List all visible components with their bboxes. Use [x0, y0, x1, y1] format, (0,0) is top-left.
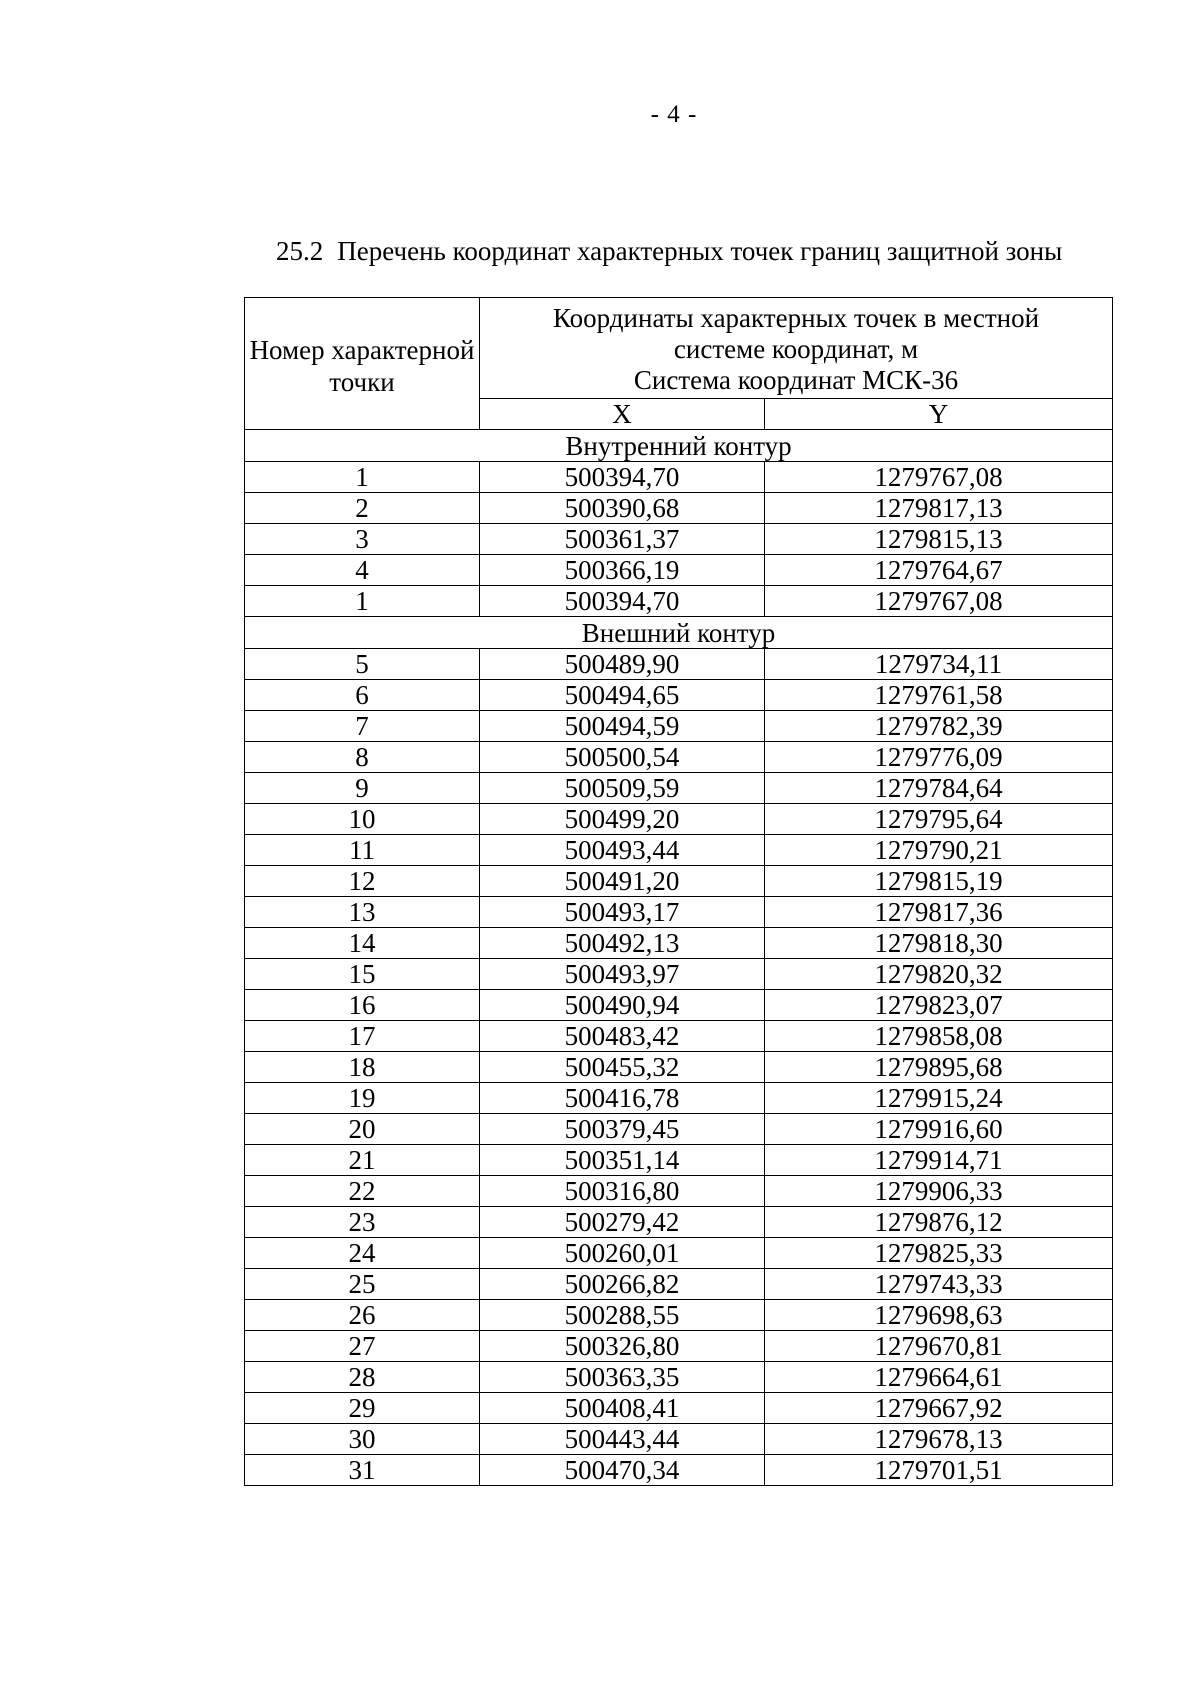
- point-number-cell: 28: [245, 1362, 480, 1393]
- point-number-cell: 24: [245, 1238, 480, 1269]
- y-coordinate-cell: 1279823,07: [765, 990, 1113, 1021]
- table-row: [245, 1300, 1113, 1331]
- table-row: [245, 835, 1113, 866]
- x-coordinate-cell: 500492,13: [480, 928, 765, 959]
- point-number-cell: 14: [245, 928, 480, 959]
- section-row: [245, 430, 1113, 462]
- table-row: [245, 928, 1113, 959]
- y-coordinate-cell: 1279825,33: [765, 1238, 1113, 1269]
- x-coordinate-cell: 500279,42: [480, 1207, 765, 1238]
- table-row: [245, 773, 1113, 804]
- x-coordinate-cell: 500416,78: [480, 1083, 765, 1114]
- table-body: [245, 430, 1113, 1486]
- point-number-cell: 22: [245, 1176, 480, 1207]
- table-row: [245, 1052, 1113, 1083]
- table-row: [245, 649, 1113, 680]
- y-coordinate-cell: 1279761,58: [765, 680, 1113, 711]
- point-number-cell: 25: [245, 1269, 480, 1300]
- x-coordinate-cell: 500361,37: [480, 524, 765, 555]
- x-coordinate-cell: 500260,01: [480, 1238, 765, 1269]
- table-row: [245, 1393, 1113, 1424]
- table-row: [245, 1021, 1113, 1052]
- table-row: [245, 1424, 1113, 1455]
- x-coordinate-cell: 500443,44: [480, 1424, 765, 1455]
- point-number-cell: 10: [245, 804, 480, 835]
- x-coordinate-cell: 500499,20: [480, 804, 765, 835]
- point-number-cell: 21: [245, 1145, 480, 1176]
- x-coordinate-cell: 500509,59: [480, 773, 765, 804]
- table-row: [245, 524, 1113, 555]
- table-row: [245, 866, 1113, 897]
- table-row: [245, 990, 1113, 1021]
- y-coordinate-cell: 1279914,71: [765, 1145, 1113, 1176]
- x-coordinate-cell: 500494,65: [480, 680, 765, 711]
- point-number-cell: 12: [245, 866, 480, 897]
- x-coordinate-cell: 500455,32: [480, 1052, 765, 1083]
- y-coordinate-cell: 1279817,13: [765, 493, 1113, 524]
- header-coordinates-line3: Система координат МСК-36: [633, 364, 959, 395]
- y-coordinate-cell: 1279664,61: [765, 1362, 1113, 1393]
- y-coordinate-cell: 1279815,13: [765, 524, 1113, 555]
- table-header: [245, 298, 1113, 430]
- x-coordinate-cell: 500491,20: [480, 866, 765, 897]
- x-coordinate-cell: 500394,70: [480, 462, 765, 493]
- y-coordinate-cell: 1279767,08: [765, 586, 1113, 617]
- y-coordinate-cell: 1279667,92: [765, 1393, 1113, 1424]
- section-title: Перечень координат характерных точек границ защитной зоны: [337, 236, 1063, 266]
- point-number-cell: 5: [245, 649, 480, 680]
- table-row: [245, 1331, 1113, 1362]
- point-number-cell: 11: [245, 835, 480, 866]
- x-coordinate-cell: 500483,42: [480, 1021, 765, 1052]
- y-coordinate-cell: 1279784,64: [765, 773, 1113, 804]
- x-coordinate-cell: 500493,17: [480, 897, 765, 928]
- table-row: [245, 1114, 1113, 1145]
- table-row: [245, 897, 1113, 928]
- header-y: Y: [765, 399, 1113, 430]
- table-row: [245, 1269, 1113, 1300]
- point-number-cell: 19: [245, 1083, 480, 1114]
- x-coordinate-cell: 500470,34: [480, 1455, 765, 1486]
- x-coordinate-cell: 500288,55: [480, 1300, 765, 1331]
- table-row: [245, 1207, 1113, 1238]
- section-title-cell: Внутренний контур: [245, 430, 1113, 462]
- x-coordinate-cell: 500489,90: [480, 649, 765, 680]
- x-coordinate-cell: 500394,70: [480, 586, 765, 617]
- y-coordinate-cell: 1279817,36: [765, 897, 1113, 928]
- x-coordinate-cell: 500493,44: [480, 835, 765, 866]
- y-coordinate-cell: 1279790,21: [765, 835, 1113, 866]
- coordinates-table: [244, 297, 1113, 1486]
- y-coordinate-cell: 1279670,81: [765, 1331, 1113, 1362]
- point-number-cell: 6: [245, 680, 480, 711]
- y-coordinate-cell: 1279678,13: [765, 1424, 1113, 1455]
- y-coordinate-cell: 1279764,67: [765, 555, 1113, 586]
- table-row: [245, 493, 1113, 524]
- y-coordinate-cell: 1279767,08: [765, 462, 1113, 493]
- table-row: [245, 1238, 1113, 1269]
- table-row: [245, 1083, 1113, 1114]
- section-heading: [276, 234, 1062, 268]
- y-coordinate-cell: 1279858,08: [765, 1021, 1113, 1052]
- x-coordinate-cell: 500494,59: [480, 711, 765, 742]
- x-coordinate-cell: 500351,14: [480, 1145, 765, 1176]
- y-coordinate-cell: 1279698,63: [765, 1300, 1113, 1331]
- table-row: [245, 586, 1113, 617]
- table-row: [245, 680, 1113, 711]
- point-number-cell: 1: [245, 586, 480, 617]
- table-row: [245, 555, 1113, 586]
- x-coordinate-cell: 500316,80: [480, 1176, 765, 1207]
- header-coordinates-line1: Координаты характерных точек в местной: [553, 302, 1040, 333]
- y-coordinate-cell: 1279916,60: [765, 1114, 1113, 1145]
- point-number-cell: 8: [245, 742, 480, 773]
- y-coordinate-cell: 1279743,33: [765, 1269, 1113, 1300]
- x-coordinate-cell: 500326,80: [480, 1331, 765, 1362]
- point-number-cell: 30: [245, 1424, 480, 1455]
- x-coordinate-cell: 500490,94: [480, 990, 765, 1021]
- page-number: - 4 -: [650, 101, 698, 128]
- header-point-number: Номер характерной точки: [245, 298, 480, 430]
- table-row: [245, 1145, 1113, 1176]
- x-coordinate-cell: 500408,41: [480, 1393, 765, 1424]
- table-row: [245, 1455, 1113, 1486]
- point-number-cell: 3: [245, 524, 480, 555]
- table-row: [245, 804, 1113, 835]
- point-number-cell: 16: [245, 990, 480, 1021]
- table-row: [245, 711, 1113, 742]
- point-number-cell: 15: [245, 959, 480, 990]
- section-title-cell: Внешний контур: [245, 617, 1113, 649]
- point-number-cell: 27: [245, 1331, 480, 1362]
- x-coordinate-cell: 500500,54: [480, 742, 765, 773]
- y-coordinate-cell: 1279734,11: [765, 649, 1113, 680]
- table-row: [245, 1176, 1113, 1207]
- x-coordinate-cell: 500366,19: [480, 555, 765, 586]
- y-coordinate-cell: 1279876,12: [765, 1207, 1113, 1238]
- header-x: X: [480, 399, 765, 430]
- section-number: 25.2: [276, 236, 324, 266]
- point-number-cell: 4: [245, 555, 480, 586]
- y-coordinate-cell: 1279701,51: [765, 1455, 1113, 1486]
- y-coordinate-cell: 1279895,68: [765, 1052, 1113, 1083]
- point-number-cell: 20: [245, 1114, 480, 1145]
- point-number-cell: 31: [245, 1455, 480, 1486]
- point-number-cell: 17: [245, 1021, 480, 1052]
- point-number-cell: 1: [245, 462, 480, 493]
- y-coordinate-cell: 1279776,09: [765, 742, 1113, 773]
- point-number-cell: 29: [245, 1393, 480, 1424]
- table-row: [245, 1362, 1113, 1393]
- x-coordinate-cell: 500390,68: [480, 493, 765, 524]
- header-coordinates-line2: системе координат, м: [673, 333, 919, 364]
- section-row: [245, 617, 1113, 649]
- y-coordinate-cell: 1279915,24: [765, 1083, 1113, 1114]
- table-row: [245, 462, 1113, 493]
- point-number-cell: 9: [245, 773, 480, 804]
- y-coordinate-cell: 1279820,32: [765, 959, 1113, 990]
- point-number-cell: 2: [245, 493, 480, 524]
- point-number-cell: 26: [245, 1300, 480, 1331]
- y-coordinate-cell: 1279795,64: [765, 804, 1113, 835]
- table-row: [245, 959, 1113, 990]
- table-row: [245, 742, 1113, 773]
- point-number-cell: 7: [245, 711, 480, 742]
- point-number-cell: 13: [245, 897, 480, 928]
- y-coordinate-cell: 1279782,39: [765, 711, 1113, 742]
- point-number-cell: 23: [245, 1207, 480, 1238]
- x-coordinate-cell: 500363,35: [480, 1362, 765, 1393]
- x-coordinate-cell: 500266,82: [480, 1269, 765, 1300]
- x-coordinate-cell: 500379,45: [480, 1114, 765, 1145]
- y-coordinate-cell: 1279818,30: [765, 928, 1113, 959]
- header-coordinates: [480, 298, 1113, 399]
- point-number-cell: 18: [245, 1052, 480, 1083]
- y-coordinate-cell: 1279906,33: [765, 1176, 1113, 1207]
- x-coordinate-cell: 500493,97: [480, 959, 765, 990]
- y-coordinate-cell: 1279815,19: [765, 866, 1113, 897]
